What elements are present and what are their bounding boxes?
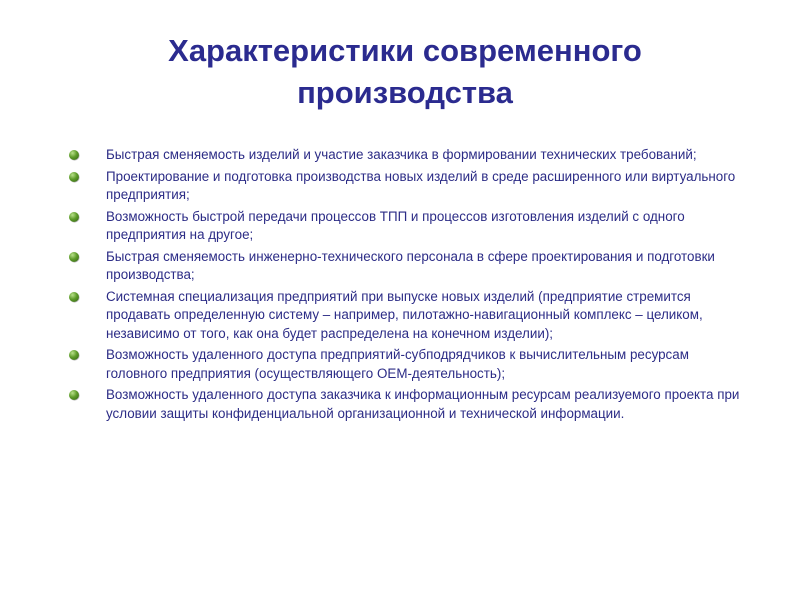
bullet-text: Возможность быстрой передачи процессов ТПП и процессов изготовления изделий с одного предприятия на другое; <box>106 208 685 242</box>
green-sphere-bullet-icon <box>69 292 79 302</box>
bullet-item <box>66 248 746 285</box>
bullet-item <box>66 386 746 423</box>
bullet-item <box>66 208 746 245</box>
bullet-item <box>66 168 746 205</box>
slide-title-line-2: производства <box>297 75 513 110</box>
bullet-list <box>66 146 746 426</box>
bullet-text: Возможность удаленного доступа заказчика к информационным ресурсам реализуемого проекта при условии защиты конфиденциальной организационной и технической информации. <box>106 387 740 421</box>
green-sphere-bullet-icon <box>69 350 79 360</box>
bullet-text: Быстрая сменяемость инженерно-технического персонала в сфере проектирования и подготовки производства; <box>106 248 715 282</box>
bullet-text: Проектирование и подготовка производства новых изделий в среде расширенного или виртуального предприятия; <box>106 168 736 202</box>
bullet-item <box>66 146 746 165</box>
bullet-text: Быстрая сменяемость изделий и участие заказчика в формировании технических требований; <box>106 147 697 162</box>
bullet-item <box>66 288 746 344</box>
bullet-text: Системная специализация предприятий при выпуске новых изделий (предприятие стремится продавать определенную систему – например, пилотажно-навигационный комплекс – целиком, независимо от того, как она будет распределена на конечном изделии); <box>106 288 703 341</box>
green-sphere-bullet-icon <box>69 252 79 262</box>
green-sphere-bullet-icon <box>69 172 79 182</box>
green-sphere-bullet-icon <box>69 212 79 222</box>
slide-title <box>60 30 750 114</box>
bullet-text: Возможность удаленного доступа предприятий-субподрядчиков к вычислительным ресурсам головного предприятия (осуществляющего OEM-деятельность); <box>106 347 689 381</box>
bullet-item <box>66 346 746 383</box>
green-sphere-bullet-icon <box>69 150 79 160</box>
green-sphere-bullet-icon <box>69 390 79 400</box>
slide-title-line-1: Характеристики современного <box>168 33 642 68</box>
